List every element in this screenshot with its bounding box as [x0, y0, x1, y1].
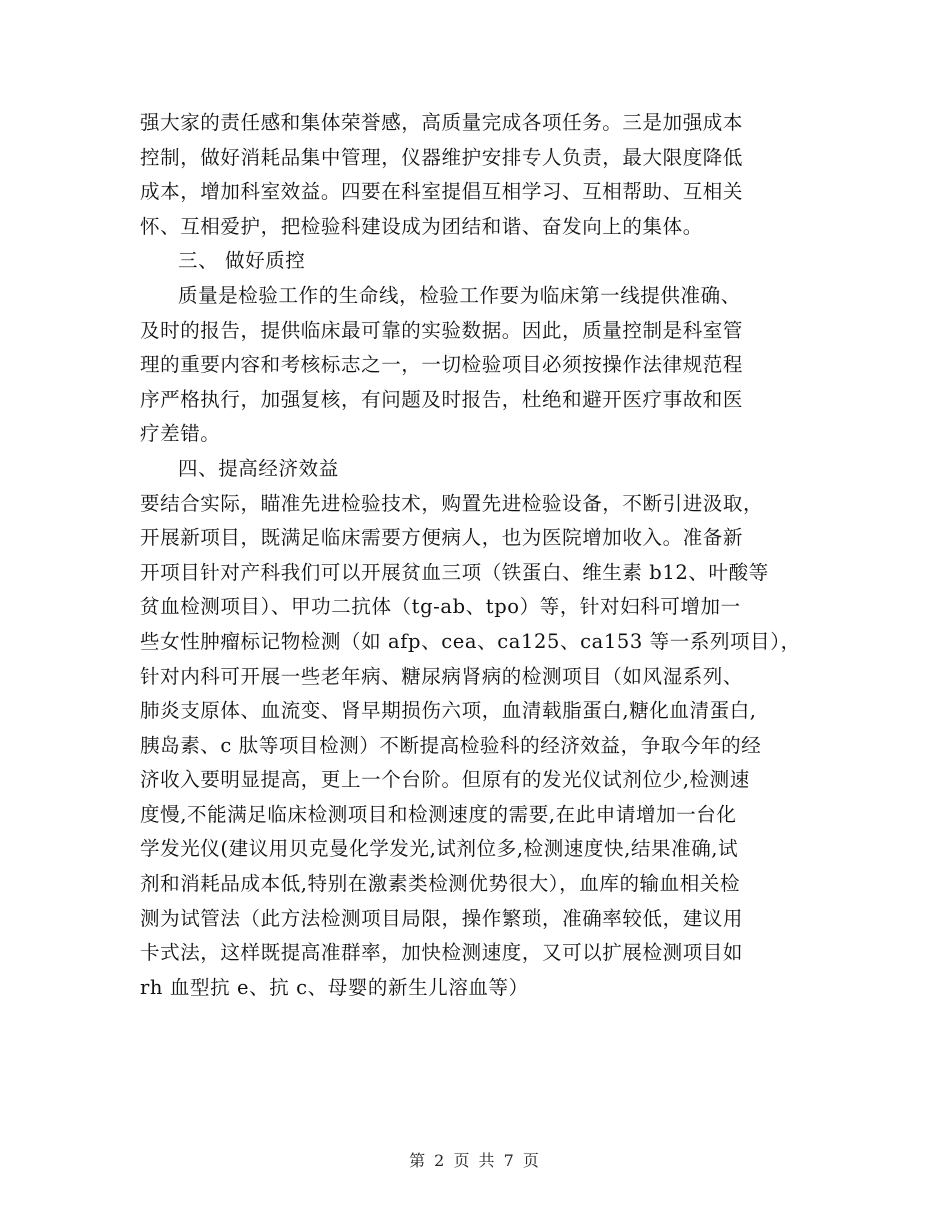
body-line: 成本，增加科室效益。四要在科室提倡互相学习、互相帮助、互相关 — [140, 180, 744, 204]
body-line: 些女性肿瘤标记物检测（如 afp、cea、ca125、ca153 等一系列项目）， — [140, 629, 801, 653]
body-line: 要结合实际，瞄准先进检验技术，购置先进检验设备，不断引进汲取， — [140, 491, 764, 515]
section-heading-quality-control: 三、 做好质控 — [178, 249, 306, 273]
body-line: 贫血检测项目）、甲功二抗体（tg-ab、tpo）等，针对妇科可增加一 — [140, 595, 741, 619]
body-line: 度慢,不能满足临床检测项目和检测速度的需要,在此申请增加一台化 — [140, 802, 737, 826]
body-line: 强大家的责任感和集体荣誉感，高质量完成各项任务。三是加强成本 — [140, 111, 744, 134]
body-line: rh 血型抗 e、抗 c、母婴的新生儿溶血等） — [140, 975, 529, 999]
body-line: 及时的报告，提供临床最可靠的实验数据。因此，质量控制是科室管 — [140, 318, 744, 342]
body-line: 测为试管法（此方法检测项目局限，操作繁琐，准确率较低，建议用 — [140, 906, 744, 930]
body-line: 控制，做好消耗品集中管理，仪器维护安排专人负责，最大限度降低 — [140, 145, 744, 169]
body-line: 卡式法，这样既提高准群率，加快检测速度，又可以扩展检测项目如 — [140, 941, 744, 965]
document-body — [140, 106, 820, 1005]
body-line: 胰岛素、c 肽等项目检测）不断提高检验科的经济效益，争取今年的经 — [140, 733, 762, 757]
body-line: 疗差错。 — [140, 422, 221, 446]
body-line: 济收入要明显提高，更上一个台阶。但原有的发光仪试剂位少,检测速 — [140, 768, 750, 792]
body-line: 怀、互相爱护，把检验科建设成为团结和谐、奋发向上的集体。 — [140, 214, 703, 238]
body-line: 剂和消耗品成本低,特别在激素类检测优势很大），血库的输血相关检 — [140, 872, 741, 896]
body-line: 开展新项目，既满足临床需要方便病人，也为医院增加收入。准备新 — [140, 526, 744, 550]
section-heading-economic-benefit: 四、提高经济效益 — [178, 456, 339, 480]
body-line: 序严格执行，加强复核，有问题及时报告，杜绝和避开医疗事故和医 — [140, 387, 744, 411]
body-line: 理的重要内容和考核标志之一，一切检验项目必须按操作法律规范程 — [140, 353, 744, 377]
paragraph-first-line: 质量是检验工作的生命线，检验工作要为临床第一线提供准确、 — [178, 283, 741, 307]
page-number-footer: 第 2 页 共 7 页 — [409, 1151, 541, 1170]
body-line: 针对内科可开展一些老年病、糖尿病肾病的检测项目（如风湿系列、 — [140, 664, 744, 688]
body-line: 肺炎支原体、血流变、肾早期损伤六项，血清载脂蛋白,糖化血清蛋白, — [140, 699, 757, 723]
body-line: 开项目针对产科我们可以开展贫血三项（铁蛋白、维生素 b12、叶酸等 — [140, 560, 769, 584]
body-line: 学发光仪(建议用贝克曼化学发光,试剂位多,检测速度快,结果准确,试 — [140, 837, 739, 861]
